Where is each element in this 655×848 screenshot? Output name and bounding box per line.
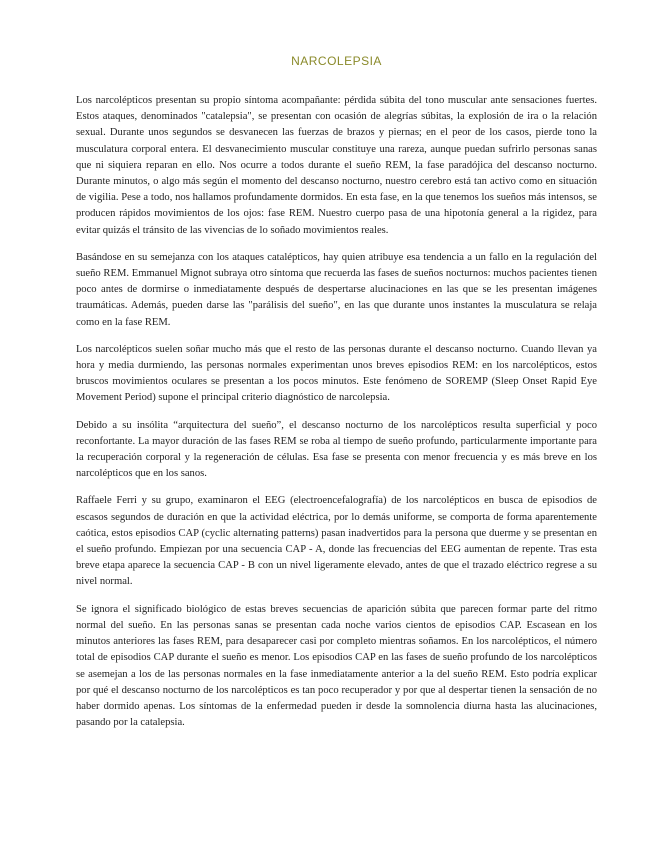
- page-title: NARCOLEPSIA: [291, 54, 382, 68]
- paragraph-5: Raffaele Ferri y su grupo, examinaron el EEG (electroencefalografía) de los narcolépticos en busca de episodios de escasos segundos de duración en que la actividad eléctrica, por lo demás uniforme, se comporta de forma aparentemente caótica, estos episodios CAP (cyclic alternating patterns) pasan inadvertidos para la persona que duerme y se presentan en el sueño profundo. Empiezan por una secuencia CAP - A, donde las frecuencias del EEG aumentan de repente. Tras esta breve etapa aparece la secuencia CAP - B con un nivel ligeramente elevado, antes de que el trazado eléctrico regrese a su nivel normal.: [76, 495, 597, 588]
- paragraph-6: Se ignora el significado biológico de estas breves secuencias de aparición súbita que parecen formar parte del ritmo normal del sueño. En las personas sanas se presentan cada noche varios cientos de episodios CAP. Escasean en los minutos anteriores las fases REM, para desaparecer casi por completo mientras soñamos. En los narcolépticos, el número total de episodios CAP durante el sueño es menor. Los episodios CAP en las fases de sueño profundo de los narcolépticos se asemejan a los de las personas normales en la fase inmediatamente anterior a la del sueño REM. Esto podría explicar por qué el descanso nocturno de los narcolépticos es tan poco recuperador y por que al despertar tienen la sensación de no haber dormido apenas. Los síntomas de la enfermedad pueden ir desde la somnolencia diurna hasta las alucinaciones, pasando por la catalepsia.: [76, 603, 597, 729]
- paragraph-1: Los narcolépticos presentan su propio síntoma acompañante: pérdida súbita del tono muscular ante sensaciones fuertes. Estos ataques, denominados "catalepsia", se presentan con ocasión de alegrías súbitas, la explosión de ira o la relación sexual. Durante unos segundos se desvanecen las fuerzas de brazos y piernas; en el peor de los casos, pierde tono la musculatura corporal entera. El desvanecimiento muscular constituye una rareza, aunque puedan sufrirlo personas sanas que ni siquiera reparan en ello. Nos ocurre a todos durante el sueño REM, la fase paradójica del descanso nocturno. Durante minutos, o algo más según el momento del descanso nocturno, nuestro cerebro está tan activo como en situación de vigilia. Pese a todo, nos hallamos profundamente dormidos. En esta fase, en la que tenemos los sueños más intensos, se producen rápidos movimientos de los ojos: fase REM. Nuestro cuerpo pasa de una hipotonía general a la rigidez, para evitar quizás el tránsito de las vivencias de lo soñado movimientos reales.: [76, 95, 597, 236]
- paragraph-4: Debido a su insólita “arquitectura del sueño”, el descanso nocturno de los narcolépticos resulta superficial y poco reconfortante. La mayor duración de las fases REM se roba al tiempo de sueño profundo, particularmente importante para la recuperación corporal y la regeneración de células. Esa fase se presenta con menor frecuencia y es más breve en los narcolépticos que en los sanos.: [76, 419, 597, 480]
- paragraph-3: Los narcolépticos suelen soñar mucho más que el resto de las personas durante el descanso nocturno. Cuando llevan ya hora y media durmiendo, las personas normales experimentan unos breves episodios REM: en los narcolépticos, estos bruscos movimientos oculares se presentan a los pocos minutos. Este fenómeno de SOREMP (Sleep Onset Rapid Eye Movement Period) supone el principal criterio diagnóstico de narcolepsia.: [76, 343, 597, 404]
- paragraph-2: Basándose en su semejanza con los ataques catalépticos, hay quien atribuye esa tendencia a un fallo en la regulación del sueño REM. Emmanuel Mignot subraya otro síntoma que recuerda las fases de sueños nocturnos: muchos pacientes tienen poco antes de dormirse o inmediatamente después de despertarse alucinaciones en las que se les presentan imágenes traumáticas. Además, pueden darse las "parálisis del sueño", en las que durante unos instantes la musculatura se relaja como en la fase REM.: [76, 251, 597, 328]
